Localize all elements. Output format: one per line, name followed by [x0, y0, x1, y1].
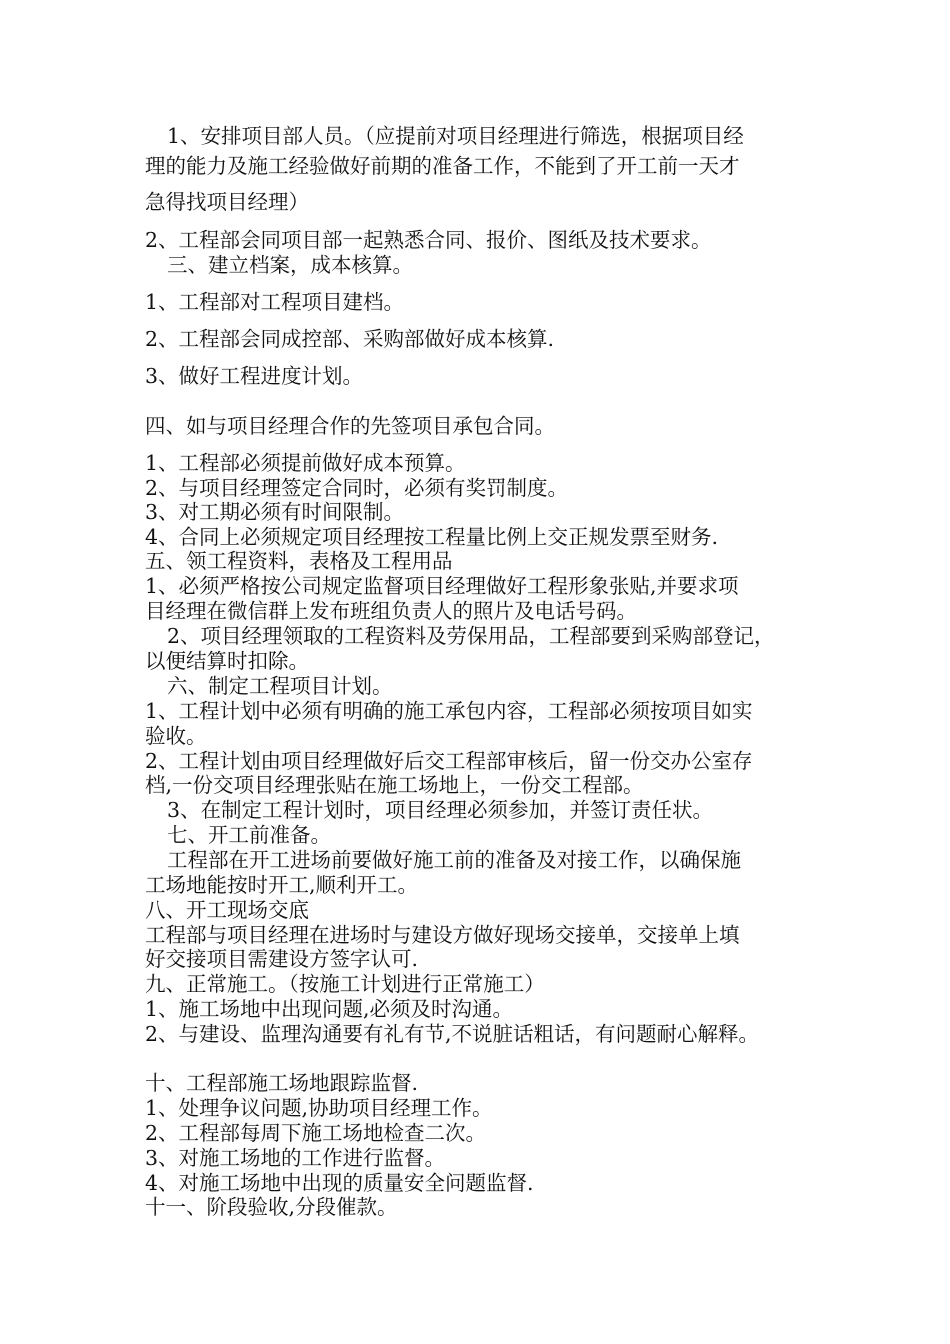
text-line: 1、必须严格按公司规定监督项目经理做好工程形象张贴,并要求项: [145, 574, 739, 598]
text-line: 4、对施工场地中出现的质量安全问题监督.: [145, 1171, 534, 1195]
text-line: 十、工程部施工场地跟踪监督.: [145, 1071, 419, 1095]
text-line: 验收。: [145, 724, 207, 748]
text-line: 2、与项目经理签定合同时，必须有奖罚制度。: [145, 476, 569, 500]
text-line: 1、工程部对工程项目建档。: [145, 290, 405, 314]
text-line: 1、工程计划中必须有明确的施工承包内容，工程部必须按项目如实: [145, 699, 753, 723]
text-line: 3、对施工场地的工作进行监督。: [145, 1146, 446, 1170]
text-line: 工程部与项目经理在进场时与建设方做好现场交接单，交接单上填: [145, 923, 740, 947]
text-line: 4、合同上必须规定项目经理按工程量比例上交正规发票至财务.: [145, 525, 719, 549]
text-line: 2、工程计划由项目经理做好后交工程部审核后，留一份交办公室存: [145, 749, 753, 773]
text-line: 四、如与项目经理合作的先签项目承包合同。: [145, 414, 555, 438]
text-line: 3、对工期必须有时间限制。: [145, 500, 405, 524]
text-line: 1、工程部必须提前做好成本预算。: [145, 451, 466, 475]
text-line: 六、制定工程项目计划。: [167, 674, 393, 698]
text-line: 1、处理争议问题,协助项目经理工作。: [145, 1096, 493, 1120]
text-line: 档,一份交项目经理张贴在施工场地上，一份交工程部。: [145, 773, 644, 797]
text-line: 3、做好工程进度计划。: [145, 364, 364, 388]
text-line: 好交接项目需建设方签字认可.: [145, 947, 419, 971]
text-line: 目经理在微信群上发布班组负责人的照片及电话号码。: [145, 599, 637, 623]
text-line: 2、项目经理领取的工程资料及劳保用品，工程部要到采购部登记，: [167, 624, 775, 648]
text-line: 1、施工场地中出现问题,必须及时沟通。: [145, 997, 514, 1021]
text-line: 2、工程部会同成控部、采购部做好成本核算.: [145, 327, 555, 351]
text-line: 九、正常施工。（按施工计划进行正常施工）: [145, 972, 545, 996]
text-line: 1、安排项目部人员。（应提前对项目经理进行筛选，根据项目经: [167, 124, 744, 148]
text-line: 工场地能按时开工,顺利开工。: [145, 873, 419, 897]
text-line: 工程部在开工进场前要做好施工前的准备及对接工作，以确保施: [167, 848, 741, 872]
text-line: 2、工程部会同项目部一起熟悉合同、报价、图纸及技术要求。: [145, 228, 712, 252]
text-line: 急得找项目经理）: [145, 190, 309, 214]
text-line: 2、与建设、监理沟通要有礼有节,不说脏话粗话，有问题耐心解释。: [145, 1022, 760, 1046]
text-line: 七、开工前准备。: [167, 823, 331, 847]
text-line: 3、在制定工程计划时，项目经理必须参加，并签订责任状。: [167, 798, 714, 822]
text-line: 八、开工现场交底: [145, 898, 309, 922]
text-line: 十一、阶段验收,分段催款。: [145, 1195, 398, 1219]
text-line: 三、建立档案，成本核算。: [167, 253, 413, 277]
text-line: 五、领工程资料，表格及工程用品: [145, 549, 453, 573]
text-line: 2、工程部每周下施工场地检查二次。: [145, 1121, 487, 1145]
text-line: 以便结算时扣除。: [145, 649, 309, 673]
text-line: 理的能力及施工经验做好前期的准备工作，不能到了开工前一天才: [145, 154, 740, 178]
